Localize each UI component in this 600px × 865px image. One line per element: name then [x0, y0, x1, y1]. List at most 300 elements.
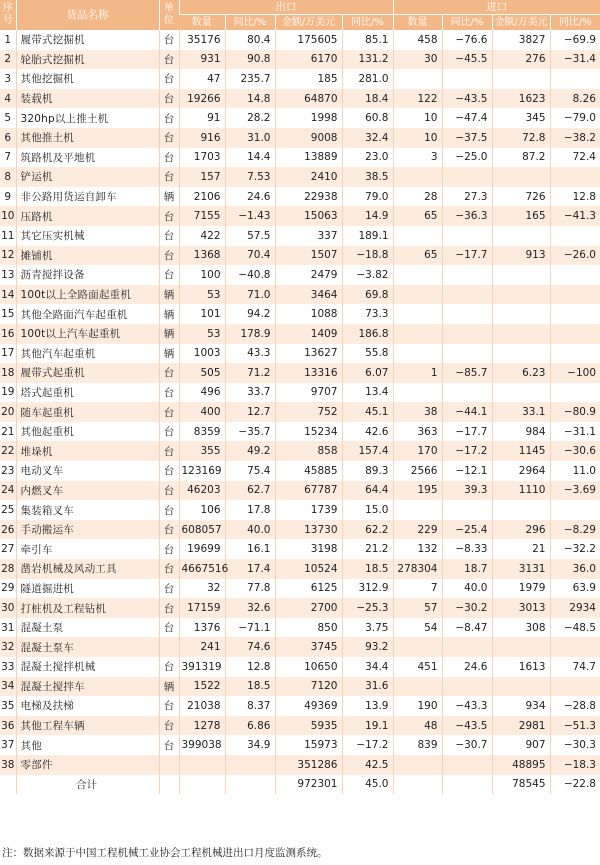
- table-row: [0, 441, 600, 461]
- import-qty: [393, 637, 442, 657]
- import-amount: 21: [492, 539, 550, 559]
- item-name: 其他: [16, 735, 159, 755]
- import-amount: 913: [492, 246, 550, 266]
- export-amount: 13889: [275, 148, 342, 168]
- import-amount-yoy: −51.3: [550, 716, 600, 736]
- export-qty: 2106: [179, 187, 225, 207]
- export-qty-yoy: 71.2: [225, 363, 275, 383]
- export-qty: 400: [179, 402, 225, 422]
- table-row: [0, 128, 600, 148]
- row-no: 28: [0, 559, 16, 579]
- export-qty: 496: [179, 383, 225, 403]
- import-amount: [492, 285, 550, 305]
- export-qty-yoy: 28.2: [225, 108, 275, 128]
- item-name: 100t以上汽车起重机: [16, 324, 159, 344]
- export-amount-yoy: 3.75: [342, 618, 393, 638]
- export-amount: 15063: [275, 206, 342, 226]
- export-qty: 47: [179, 69, 225, 89]
- export-amount-yoy: 15.0: [342, 500, 393, 520]
- row-no: 32: [0, 637, 16, 657]
- export-amount-yoy: 13.4: [342, 383, 393, 403]
- export-amount: 3464: [275, 285, 342, 305]
- import-amount-yoy: 8.26: [550, 89, 600, 109]
- export-amount-yoy: 89.3: [342, 461, 393, 481]
- table-row: [0, 481, 600, 501]
- item-name: 零部件: [16, 755, 159, 775]
- export-qty: 53: [179, 324, 225, 344]
- export-amount: 13627: [275, 344, 342, 364]
- table-row: [0, 50, 600, 70]
- export-amount: 1507: [275, 246, 342, 266]
- unit: 台: [159, 108, 179, 128]
- export-amount: 5935: [275, 716, 342, 736]
- export-qty-yoy: 77.8: [225, 579, 275, 599]
- export-amount: 6125: [275, 579, 342, 599]
- item-name: 内燃叉车: [16, 481, 159, 501]
- table-row: [0, 598, 600, 618]
- item-name: 其他汽车起重机: [16, 344, 159, 364]
- export-amount-yoy: 281.0: [342, 69, 393, 89]
- unit: 台: [159, 30, 179, 50]
- item-name: 隧道掘进机: [16, 579, 159, 599]
- import-qty-yoy: −25.0: [442, 148, 492, 168]
- export-amount-yoy: 31.6: [342, 677, 393, 697]
- table-row: [0, 402, 600, 422]
- import-amount-yoy: [550, 324, 600, 344]
- export-qty-yoy: 8.37: [225, 696, 275, 716]
- export-amount: 3198: [275, 539, 342, 559]
- table-row: [0, 304, 600, 324]
- export-qty: 391319: [179, 657, 225, 677]
- row-no: 35: [0, 696, 16, 716]
- import-qty: 57: [393, 598, 442, 618]
- export-qty-yoy: 32.6: [225, 598, 275, 618]
- row-no: 16: [0, 324, 16, 344]
- table-row: [0, 30, 600, 50]
- export-amount: 13730: [275, 520, 342, 540]
- import-qty-yoy: [442, 637, 492, 657]
- export-qty-yoy: 62.7: [225, 481, 275, 501]
- export-amount-yoy: 13.9: [342, 696, 393, 716]
- export-qty-yoy: 24.6: [225, 187, 275, 207]
- export-qty: 1003: [179, 344, 225, 364]
- row-no: 8: [0, 167, 16, 187]
- import-amount-yoy: −18.3: [550, 755, 600, 775]
- unit: 辆: [159, 304, 179, 324]
- export-qty: 123169: [179, 461, 225, 481]
- import-amount: 308: [492, 618, 550, 638]
- item-name: 堆垛机: [16, 441, 159, 461]
- export-qty: 931: [179, 50, 225, 70]
- import-qty-yoy: −17.7: [442, 422, 492, 442]
- export-amount: 3745: [275, 637, 342, 657]
- import-amount-yoy: 36.0: [550, 559, 600, 579]
- export-amount-yoy: 6.07: [342, 363, 393, 383]
- export-qty: 8359: [179, 422, 225, 442]
- export-amount: 185: [275, 69, 342, 89]
- export-amount-yoy: 62.2: [342, 520, 393, 540]
- row-no: 11: [0, 226, 16, 246]
- import-amount-yoy: [550, 344, 600, 364]
- import-amount: 296: [492, 520, 550, 540]
- import-amount-yoy: [550, 500, 600, 520]
- import-qty-yoy: [442, 324, 492, 344]
- export-qty-yoy: 14.8: [225, 89, 275, 109]
- unit: 台: [159, 246, 179, 266]
- item-name: 沥青搅拌设备: [16, 265, 159, 285]
- item-name: 筑路机及平地机: [16, 148, 159, 168]
- item-name: 100t以上全路面起重机: [16, 285, 159, 305]
- export-qty-yoy: 43.3: [225, 344, 275, 364]
- import-qty-yoy: 27.3: [442, 187, 492, 207]
- import-qty-yoy: −8.33: [442, 539, 492, 559]
- import-amount: 33.1: [492, 402, 550, 422]
- import-amount: 2964: [492, 461, 550, 481]
- export-qty: 505: [179, 363, 225, 383]
- import-qty: 229: [393, 520, 442, 540]
- import-amount: 87.2: [492, 148, 550, 168]
- row-no: 20: [0, 402, 16, 422]
- table-row: [0, 167, 600, 187]
- table-row: [0, 187, 600, 207]
- import-qty-yoy: [442, 755, 492, 775]
- import-amount-yoy: −100: [550, 363, 600, 383]
- table-row: [0, 579, 600, 599]
- header-import-yoy1: 同比/%: [442, 15, 492, 31]
- import-qty: 195: [393, 481, 442, 501]
- unit: 台: [159, 148, 179, 168]
- import-qty-yoy: 24.6: [442, 657, 492, 677]
- unit: 台: [159, 383, 179, 403]
- import-qty-yoy: −45.5: [442, 50, 492, 70]
- item-name: 混凝土泵车: [16, 637, 159, 657]
- export-amount: 1088: [275, 304, 342, 324]
- export-qty-yoy: −40.8: [225, 265, 275, 285]
- table-row: [0, 735, 600, 755]
- export-amount-yoy: 85.1: [342, 30, 393, 50]
- header-export-qty: 数量: [179, 15, 225, 31]
- item-name: 其他起重机: [16, 422, 159, 442]
- export-qty: 19266: [179, 89, 225, 109]
- unit: 辆: [159, 324, 179, 344]
- item-name: 非公路用货运自卸车: [16, 187, 159, 207]
- item-name: 铲运机: [16, 167, 159, 187]
- export-qty-yoy: 7.53: [225, 167, 275, 187]
- export-qty-yoy: 12.7: [225, 402, 275, 422]
- row-no: 26: [0, 520, 16, 540]
- unit: 台: [159, 696, 179, 716]
- import-amount-yoy: [550, 304, 600, 324]
- import-qty-yoy: −43.5: [442, 716, 492, 736]
- table-row: [0, 383, 600, 403]
- table-row: [0, 755, 600, 775]
- item-name: 随车起重机: [16, 402, 159, 422]
- row-no: 15: [0, 304, 16, 324]
- import-qty-yoy: −47.4: [442, 108, 492, 128]
- total-export-yoy: 45.0: [342, 775, 393, 795]
- table-row: [0, 422, 600, 442]
- export-qty-yoy: 90.8: [225, 50, 275, 70]
- import-amount-yoy: [550, 226, 600, 246]
- import-amount: [492, 383, 550, 403]
- import-qty: 30: [393, 50, 442, 70]
- import-amount-yoy: 72.4: [550, 148, 600, 168]
- table-row: [0, 520, 600, 540]
- export-amount-yoy: 38.5: [342, 167, 393, 187]
- import-amount-yoy: 74.7: [550, 657, 600, 677]
- table-row: [0, 108, 600, 128]
- import-amount: 48895: [492, 755, 550, 775]
- export-qty-yoy: 70.4: [225, 246, 275, 266]
- import-qty: 65: [393, 246, 442, 266]
- unit: 台: [159, 167, 179, 187]
- import-amount: 276: [492, 50, 550, 70]
- row-no: 9: [0, 187, 16, 207]
- export-qty-yoy: 235.7: [225, 69, 275, 89]
- export-qty-yoy: 75.4: [225, 461, 275, 481]
- export-qty-yoy: 31.0: [225, 128, 275, 148]
- unit: 台: [159, 422, 179, 442]
- export-qty: 1368: [179, 246, 225, 266]
- table-row: [0, 461, 600, 481]
- import-qty-yoy: −12.1: [442, 461, 492, 481]
- import-amount: 165: [492, 206, 550, 226]
- import-qty: 451: [393, 657, 442, 677]
- import-qty-yoy: 39.3: [442, 481, 492, 501]
- export-qty-yoy: 6.86: [225, 716, 275, 736]
- import-qty-yoy: [442, 265, 492, 285]
- import-amount-yoy: 2934: [550, 598, 600, 618]
- import-amount: 1623: [492, 89, 550, 109]
- export-amount-yoy: 45.1: [342, 402, 393, 422]
- export-amount: 6170: [275, 50, 342, 70]
- import-qty: 7: [393, 579, 442, 599]
- import-amount: [492, 265, 550, 285]
- import-qty-yoy: 18.7: [442, 559, 492, 579]
- item-name: 320hp以上推土机: [16, 108, 159, 128]
- export-qty-yoy: 49.2: [225, 441, 275, 461]
- unit: 台: [159, 500, 179, 520]
- import-qty: 132: [393, 539, 442, 559]
- unit: 台: [159, 89, 179, 109]
- import-amount: 907: [492, 735, 550, 755]
- unit: 台: [159, 50, 179, 70]
- unit: 台: [159, 128, 179, 148]
- item-name: 装载机: [16, 89, 159, 109]
- import-amount: 3827: [492, 30, 550, 50]
- export-qty-yoy: 57.5: [225, 226, 275, 246]
- table-row: [0, 265, 600, 285]
- import-qty-yoy: [442, 226, 492, 246]
- total-import-yoy: −22.8: [550, 775, 600, 795]
- import-amount: [492, 69, 550, 89]
- export-amount-yoy: 42.5: [342, 755, 393, 775]
- import-amount: 1110: [492, 481, 550, 501]
- import-amount-yoy: −38.2: [550, 128, 600, 148]
- export-amount-yoy: 23.0: [342, 148, 393, 168]
- unit: 台: [159, 206, 179, 226]
- export-amount-yoy: 79.0: [342, 187, 393, 207]
- table-body: [0, 30, 600, 775]
- table-row: [0, 696, 600, 716]
- import-amount-yoy: −41.3: [550, 206, 600, 226]
- row-no: 29: [0, 579, 16, 599]
- import-qty-yoy: −17.7: [442, 246, 492, 266]
- import-amount-yoy: [550, 383, 600, 403]
- export-amount: 850: [275, 618, 342, 638]
- export-qty: 916: [179, 128, 225, 148]
- export-qty-yoy: 178.9: [225, 324, 275, 344]
- import-amount-yoy: [550, 637, 600, 657]
- row-no: 36: [0, 716, 16, 736]
- import-qty: 54: [393, 618, 442, 638]
- import-qty: 458: [393, 30, 442, 50]
- item-name: 其他推土机: [16, 128, 159, 148]
- import-amount: 3131: [492, 559, 550, 579]
- row-no: 27: [0, 539, 16, 559]
- import-qty-yoy: [442, 69, 492, 89]
- export-amount-yoy: 157.4: [342, 441, 393, 461]
- row-no: 31: [0, 618, 16, 638]
- row-no: 3: [0, 69, 16, 89]
- import-qty: [393, 324, 442, 344]
- export-amount-yoy: 64.4: [342, 481, 393, 501]
- unit: 台: [159, 657, 179, 677]
- import-amount: 72.8: [492, 128, 550, 148]
- export-amount: 13316: [275, 363, 342, 383]
- table-row: [0, 637, 600, 657]
- row-no: 10: [0, 206, 16, 226]
- export-qty-yoy: 94.2: [225, 304, 275, 324]
- import-qty: 28: [393, 187, 442, 207]
- import-amount: 726: [492, 187, 550, 207]
- table-row: [0, 148, 600, 168]
- table-row: [0, 559, 600, 579]
- export-qty: 91: [179, 108, 225, 128]
- table-row: [0, 226, 600, 246]
- header-import-yoy2: 同比/%: [550, 15, 600, 31]
- unit: 台: [159, 598, 179, 618]
- unit: 台: [159, 520, 179, 540]
- unit: 台: [159, 265, 179, 285]
- import-qty: [393, 285, 442, 305]
- export-amount: 1998: [275, 108, 342, 128]
- import-amount-yoy: 12.8: [550, 187, 600, 207]
- header-name: 货品名称: [16, 0, 159, 30]
- import-amount: 934: [492, 696, 550, 716]
- export-amount-yoy: −3.82: [342, 265, 393, 285]
- export-qty-yoy: 74.6: [225, 637, 275, 657]
- import-amount: [492, 344, 550, 364]
- item-name: 打桩机及工程钻机: [16, 598, 159, 618]
- export-qty-yoy: 71.0: [225, 285, 275, 305]
- export-amount-yoy: 19.1: [342, 716, 393, 736]
- import-amount: 1145: [492, 441, 550, 461]
- export-qty: 17159: [179, 598, 225, 618]
- import-qty: 65: [393, 206, 442, 226]
- export-amount: 2479: [275, 265, 342, 285]
- import-amount-yoy: 11.0: [550, 461, 600, 481]
- item-name: 塔式起重机: [16, 383, 159, 403]
- item-name: 凿岩机械及风动工具: [16, 559, 159, 579]
- import-amount: 3013: [492, 598, 550, 618]
- unit: 辆: [159, 677, 179, 697]
- export-qty-yoy: −35.7: [225, 422, 275, 442]
- item-name: 电动叉车: [16, 461, 159, 481]
- export-qty: [179, 755, 225, 775]
- header-import: 进口: [393, 0, 600, 15]
- unit: 台: [159, 363, 179, 383]
- import-qty: 363: [393, 422, 442, 442]
- import-qty: [393, 69, 442, 89]
- row-no: 13: [0, 265, 16, 285]
- source-note: 注：数据来源于中国工程机械工业协会工程机械进出口月度监测系统。: [2, 847, 328, 859]
- import-qty: [393, 383, 442, 403]
- export-qty-yoy: 34.9: [225, 735, 275, 755]
- total-label: 合计: [16, 775, 159, 795]
- row-no: 4: [0, 89, 16, 109]
- export-amount-yoy: 312.9: [342, 579, 393, 599]
- total-export-amount: 972301: [275, 775, 342, 795]
- item-name: 其他全路面汽车起重机: [16, 304, 159, 324]
- item-name: 混凝土搅拌车: [16, 677, 159, 697]
- import-amount: [492, 324, 550, 344]
- export-amount-yoy: 18.5: [342, 559, 393, 579]
- export-qty: 21038: [179, 696, 225, 716]
- export-qty: 19699: [179, 539, 225, 559]
- export-amount: 45885: [275, 461, 342, 481]
- export-amount: 10524: [275, 559, 342, 579]
- export-qty-yoy: −71.1: [225, 618, 275, 638]
- import-amount: [492, 167, 550, 187]
- export-amount-yoy: 186.8: [342, 324, 393, 344]
- export-qty: 100: [179, 265, 225, 285]
- export-qty-yoy: [225, 755, 275, 775]
- export-qty-yoy: 17.4: [225, 559, 275, 579]
- row-no: 24: [0, 481, 16, 501]
- import-amount-yoy: −48.5: [550, 618, 600, 638]
- item-name: 其它压实机械: [16, 226, 159, 246]
- item-name: 电梯及扶梯: [16, 696, 159, 716]
- row-no: 22: [0, 441, 16, 461]
- export-qty: 4667516: [179, 559, 225, 579]
- export-amount: 7120: [275, 677, 342, 697]
- header-export-yoy1: 同比/%: [225, 15, 275, 31]
- import-amount-yoy: −30.3: [550, 735, 600, 755]
- unit: 台: [159, 716, 179, 736]
- export-amount-yoy: 34.4: [342, 657, 393, 677]
- import-qty-yoy: −76.6: [442, 30, 492, 50]
- export-qty-yoy: 33.7: [225, 383, 275, 403]
- export-qty-yoy: 18.5: [225, 677, 275, 697]
- unit: 台: [159, 441, 179, 461]
- export-qty-yoy: −1.43: [225, 206, 275, 226]
- export-qty: 1278: [179, 716, 225, 736]
- export-amount: 351286: [275, 755, 342, 775]
- export-qty: 7155: [179, 206, 225, 226]
- table-row: [0, 324, 600, 344]
- export-amount-yoy: 14.9: [342, 206, 393, 226]
- import-qty: [393, 265, 442, 285]
- import-amount-yoy: −79.0: [550, 108, 600, 128]
- export-qty: 53: [179, 285, 225, 305]
- import-qty-yoy: [442, 500, 492, 520]
- item-name: 其他挖掘机: [16, 69, 159, 89]
- import-amount-yoy: −80.9: [550, 402, 600, 422]
- export-qty-yoy: 17.8: [225, 500, 275, 520]
- item-name: 集装箱叉车: [16, 500, 159, 520]
- unit: 台: [159, 481, 179, 501]
